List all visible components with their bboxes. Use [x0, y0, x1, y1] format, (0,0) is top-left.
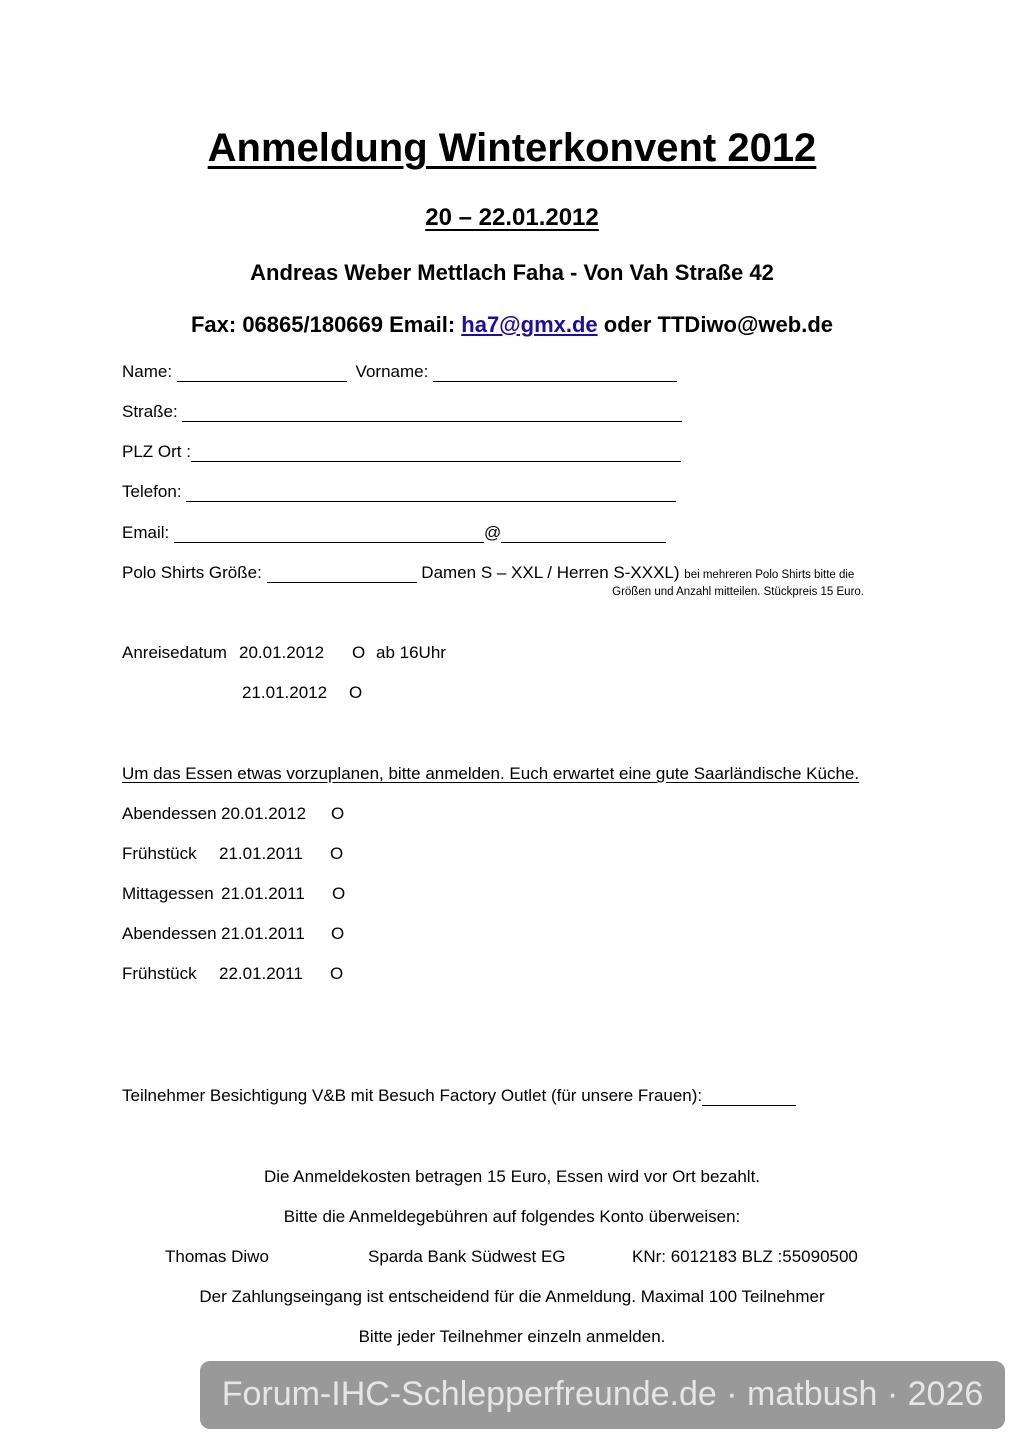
- arrival-time-1: ab 16Uhr: [376, 643, 446, 662]
- account-number: KNr: 6012183 BLZ :55090500: [632, 1247, 858, 1266]
- meal-name-3: Mittagessen: [122, 884, 214, 903]
- arrival-label: Anreisedatum: [122, 643, 227, 662]
- polo-sizes: Damen S – XXL / Herren S-XXXL): [421, 563, 680, 582]
- plz-field[interactable]: [191, 445, 681, 462]
- tour-label: Teilnehmer Besichtigung V&B mit Besuch Factory Outlet (für unsere Frauen):: [122, 1086, 703, 1105]
- meal-name-5: Frühstück: [122, 964, 197, 983]
- arrival-option-1[interactable]: O: [352, 643, 366, 662]
- polo-note-2: Größen und Anzahl mitteilen. Stückpreis 15 Euro.: [612, 586, 864, 598]
- meal-name-2: Frühstück: [122, 844, 197, 863]
- at-sign: @: [483, 523, 502, 542]
- meal-date-4: 21.01.2011: [221, 924, 305, 943]
- meal-option-2[interactable]: O: [330, 844, 344, 863]
- page-title: Anmeldung Winterkonvent 2012: [207, 126, 817, 170]
- payment-note: Der Zahlungseingang ist entscheidend für die Anmeldung. Maximal 100 Teilnehmer: [199, 1287, 825, 1306]
- contact-suffix: oder TTDiwo@web.de: [597, 312, 834, 337]
- email-label: Email:: [122, 523, 170, 542]
- meal-option-3[interactable]: O: [332, 884, 346, 903]
- bank-name: Sparda Bank Südwest EG: [368, 1247, 566, 1266]
- plz-row: [122, 442, 681, 462]
- polo-note-1: bei mehreren Polo Shirts bitte die: [684, 569, 855, 581]
- polo-row: [122, 563, 854, 583]
- host-address: Andreas Weber Mettlach Faha - Von Vah Straße 42: [250, 260, 774, 285]
- email-domain-field[interactable]: [501, 526, 666, 543]
- email-row: [122, 523, 666, 543]
- transfer-note: Bitte die Anmeldegebühren auf folgendes Konto überweisen:: [283, 1207, 741, 1226]
- name-row: [122, 362, 677, 382]
- meal-option-5[interactable]: O: [330, 964, 344, 983]
- telefon-row: [122, 482, 676, 502]
- meal-date-5: 22.01.2011: [219, 964, 303, 983]
- meal-date-1: 20.01.2012: [221, 804, 307, 823]
- arrival-option-2[interactable]: O: [349, 683, 363, 702]
- telefon-label: Telefon:: [122, 482, 182, 501]
- meal-name-1: Abendessen: [122, 804, 217, 823]
- meal-date-2: 21.01.2011: [219, 844, 303, 863]
- arrival-date-2: 21.01.2012: [242, 683, 328, 702]
- plz-label: PLZ Ort :: [122, 442, 191, 461]
- telefon-field[interactable]: [186, 485, 676, 502]
- contact-line: [0, 312, 1024, 338]
- costs-note: Die Anmeldekosten betragen 15 Euro, Essen wird vor Ort bezahlt.: [263, 1167, 761, 1186]
- watermark-banner: Forum-IHC-Schlepperfreunde.de · matbush · 2026: [200, 1361, 1005, 1429]
- strasse-label: Straße:: [122, 402, 178, 421]
- meal-option-4[interactable]: O: [331, 924, 345, 943]
- vorname-label: Vorname:: [355, 362, 429, 381]
- strasse-row: [122, 402, 682, 422]
- individual-note: Bitte jeder Teilnehmer einzeln anmelden.: [358, 1327, 666, 1346]
- event-dates: 20 – 22.01.2012: [425, 204, 599, 231]
- vorname-field[interactable]: [433, 365, 677, 382]
- strasse-field[interactable]: [182, 405, 682, 422]
- arrival-date-1: 20.01.2012: [239, 643, 325, 662]
- name-field[interactable]: [177, 365, 347, 382]
- meal-date-3: 21.01.2011: [221, 884, 305, 903]
- meals-heading: Um das Essen etwas vorzuplanen, bitte anmelden. Euch erwartet eine gute Saarländische Küche.: [122, 764, 860, 783]
- tour-field[interactable]: [702, 1089, 796, 1106]
- account-name: Thomas Diwo: [165, 1247, 269, 1266]
- fax-prefix: Fax: 06865/180669 Email:: [190, 312, 462, 337]
- polo-label: Polo Shirts Größe:: [122, 563, 262, 582]
- email-link[interactable]: ha7@gmx.de: [461, 312, 598, 337]
- meal-name-4: Abendessen: [122, 924, 217, 943]
- meal-option-1[interactable]: O: [331, 804, 345, 823]
- email-local-field[interactable]: [174, 526, 484, 543]
- tour-row: [122, 1086, 796, 1106]
- name-label: Name:: [122, 362, 173, 381]
- polo-size-field[interactable]: [267, 566, 417, 583]
